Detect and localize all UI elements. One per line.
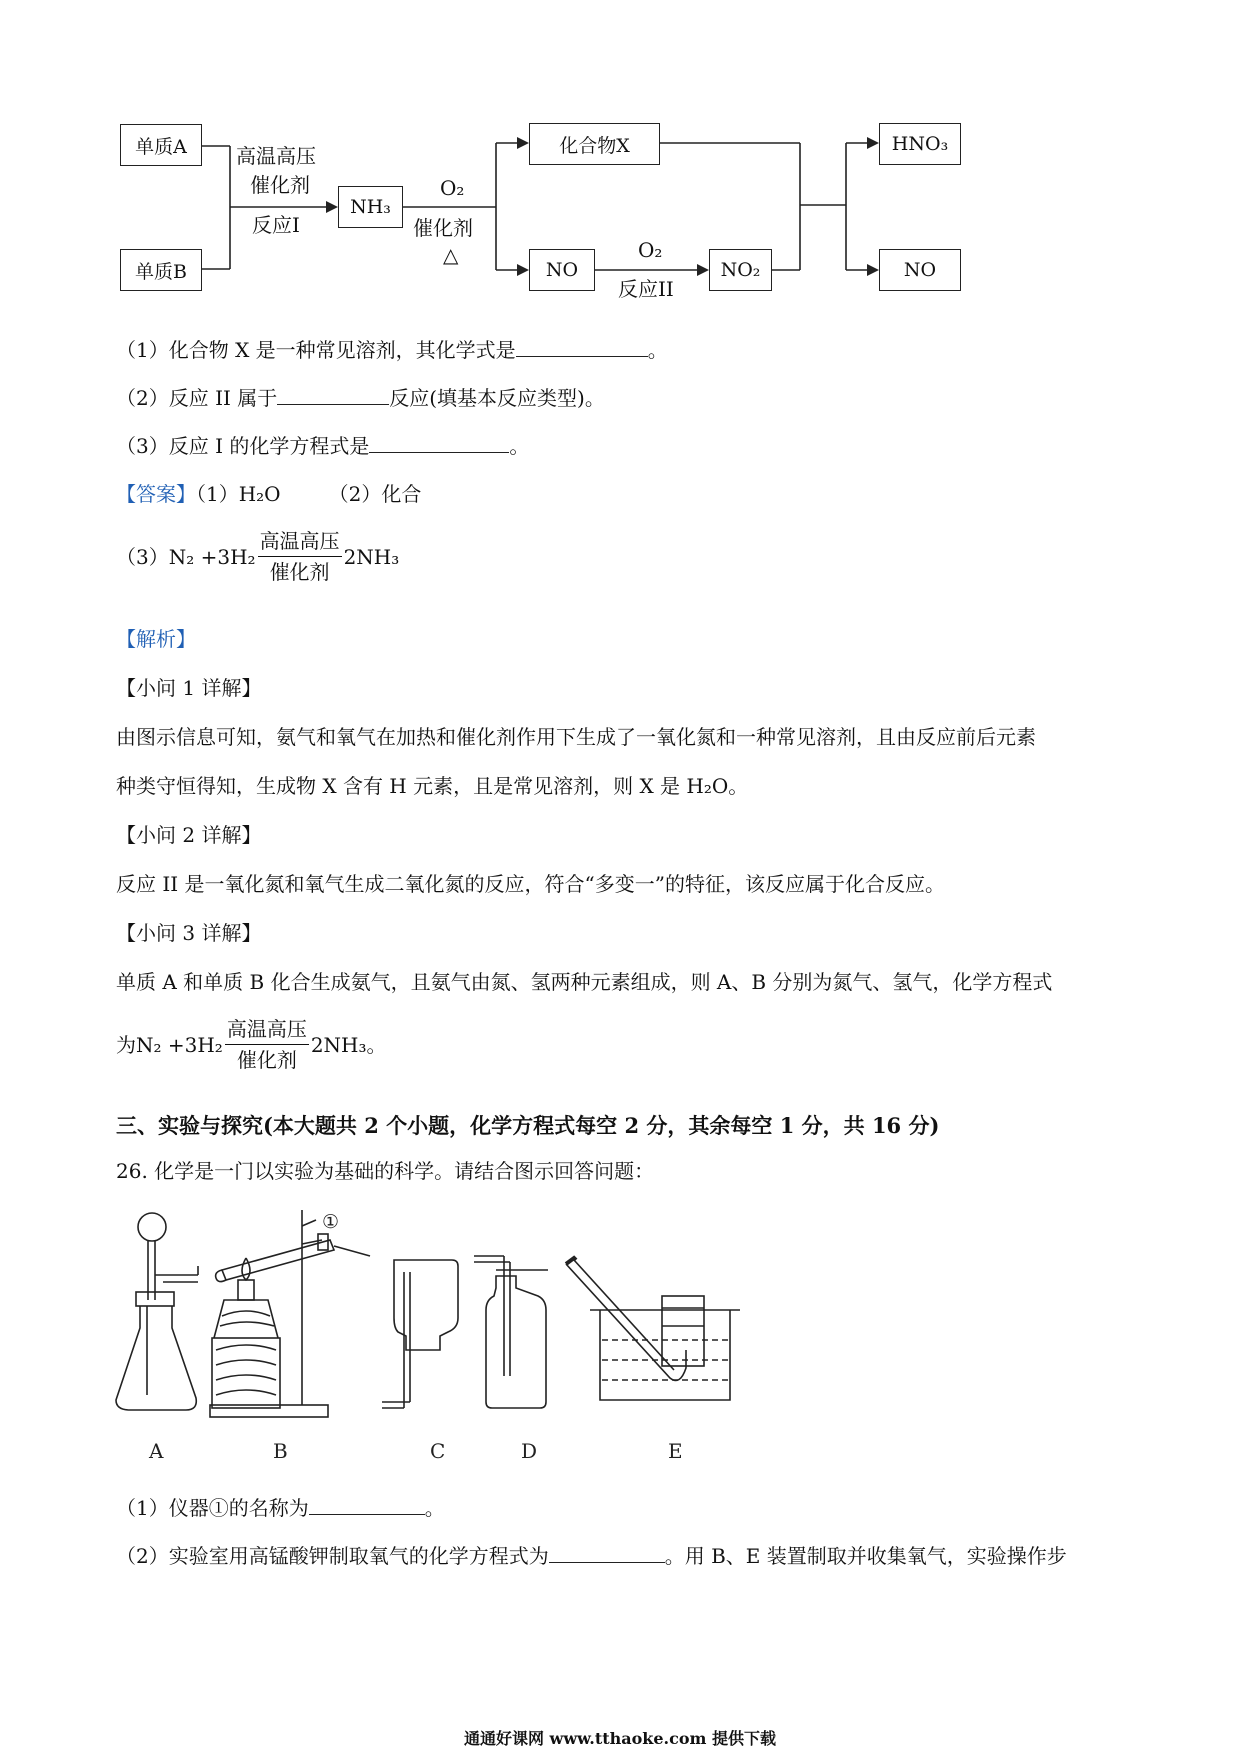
answer-1: （1）H₂O: [196, 482, 281, 506]
lab-apparatus-figure: [0, 1200, 1240, 1500]
reagent-o2-mid: O₂: [638, 238, 663, 262]
apparatus-b-heating-setup-icon: [210, 1210, 370, 1417]
analysis-equation-condition-bottom: 催化剂: [236, 1048, 297, 1072]
box-no-right: [879, 249, 961, 291]
answer-line-1: [116, 481, 421, 507]
question-26-1-end: 。: [424, 1496, 445, 1520]
box-element-a: [120, 124, 202, 166]
answer-blank-26-2: [549, 1544, 665, 1563]
answer-blank-3: [369, 434, 509, 453]
question-2-text: （2）反应 II 属于: [116, 386, 278, 410]
label-d: D: [521, 1439, 538, 1463]
equation-condition-bottom: 催化剂: [269, 560, 330, 584]
analysis-equation-product: 2NH₃: [310, 1032, 367, 1057]
equation-condition-top: 高温高压: [258, 528, 342, 557]
box-hno3: [879, 123, 961, 165]
analysis-3-prefix: 为: [116, 1032, 136, 1057]
answer-blank-2: [277, 386, 389, 405]
reaction-i-label: 反应I: [252, 213, 300, 237]
question-1-text: （1）化合物 X 是一种常见溶剂，其化学式是: [116, 338, 516, 362]
question-2: [116, 385, 605, 411]
equation-product: 2NH₃: [343, 544, 400, 569]
analysis-equation-condition-top: 高温高压: [225, 1016, 309, 1045]
analysis-equation-reactants: N₂ +3H₂: [136, 1032, 223, 1057]
box-element-a-label: 单质A: [135, 135, 187, 158]
heat-symbol: △: [443, 243, 459, 267]
answer-3-prefix: （3）: [116, 544, 169, 569]
label-e: E: [668, 1439, 683, 1463]
question-26-2-text: （2）实验室用高锰酸钾制取氧气的化学方程式为: [116, 1544, 549, 1568]
label-b: B: [273, 1439, 288, 1463]
question-2-end: 反应(填基本反应类型)。: [389, 386, 605, 410]
label-c: C: [430, 1439, 446, 1463]
subquestion-1-heading: 【小问 1 详解】: [116, 676, 262, 700]
condition-catalyst-2: 催化剂: [413, 216, 473, 240]
analysis-2: 反应 II 是一氧化氮和氧气生成二氧化氮的反应，符合“多变一”的特征，该反应属于化合反应。: [116, 872, 945, 896]
analysis-3-line-1: 单质 A 和单质 B 化合生成氨气，且氨气由氮、氢两种元素组成，则 A、B 分别为氮气、氢气，化学方程式: [116, 970, 1053, 994]
question-3-text: （3）反应 I 的化学方程式是: [116, 434, 370, 458]
box-nh3: [338, 186, 403, 228]
reaction-ii-label: 反应II: [618, 277, 674, 301]
equation-conditions: [258, 528, 342, 585]
box-no2: [709, 249, 772, 291]
box-nh3-label: NH₃: [350, 196, 391, 218]
box-no-label: NO: [545, 259, 579, 281]
box-element-b-label: 单质B: [135, 260, 187, 283]
equation-reactants: N₂ +3H₂: [168, 544, 256, 569]
box-element-b: [120, 249, 202, 291]
marker-circled-one: ①: [322, 1211, 340, 1233]
question-3: [116, 433, 529, 459]
box-no-right-label: NO: [903, 259, 937, 281]
condition-high-temp-pressure: 高温高压: [236, 144, 316, 168]
section-3-title: 三、实验与探究(本大题共 2 个小题，化学方程式每空 2 分，其余每空 1 分，共 16 分): [116, 1113, 940, 1138]
box-no: [529, 249, 595, 291]
page-footer: 通通好课网 www.tthaoke.com 提供下载: [463, 1729, 777, 1748]
apparatus-c-collection-bottle-icon: [382, 1260, 458, 1408]
analysis-tag: 【解析】: [116, 627, 196, 651]
apparatus-e-water-trough-icon: [566, 1258, 740, 1400]
question-26-1: [116, 1495, 445, 1521]
analysis-1-line-2: 种类守恒得知，生成物 X 含有 H 元素，且是常见溶剂，则 X 是 H₂O。: [116, 774, 749, 798]
apparatus-a-flask-icon: [116, 1213, 198, 1410]
question-26-1-text: （1）仪器①的名称为: [116, 1496, 309, 1520]
question-26: 26. 化学是一门以实验为基础的科学。请结合图示回答问题：: [116, 1159, 655, 1183]
reagent-o2-top: O₂: [440, 176, 465, 200]
box-no2-label: NO₂: [720, 259, 761, 281]
answer-tag: 【答案】: [116, 482, 196, 506]
condition-catalyst-1: 催化剂: [250, 173, 310, 197]
analysis-equation-conditions: [225, 1016, 309, 1073]
question-1-end: 。: [647, 338, 668, 362]
subquestion-3-heading: 【小问 3 详解】: [116, 921, 262, 945]
question-1: [116, 337, 668, 363]
answer-equation-line: [116, 528, 399, 585]
subquestion-2-heading: 【小问 2 详解】: [116, 823, 262, 847]
label-a: A: [149, 1439, 164, 1463]
answer-blank-1: [516, 338, 648, 357]
apparatus-d-gas-bottle-icon: [474, 1256, 548, 1408]
analysis-3-equation-line: [116, 1016, 387, 1073]
question-26-2: [116, 1543, 1067, 1569]
question-3-end: 。: [509, 434, 530, 458]
answer-blank-26-1: [309, 1496, 425, 1515]
question-26-2-end: 。用 B、E 装置制取并收集氧气，实验操作步: [664, 1544, 1067, 1568]
analysis-3-suffix: 。: [366, 1032, 387, 1057]
box-hno3-label: HNO₃: [891, 133, 949, 155]
answer-2: （2）化合: [328, 482, 422, 506]
analysis-1-line-1: 由图示信息可知，氨气和氧气在加热和催化剂作用下生成了一氧化氮和一种常见溶剂，且由反应前后元素: [116, 725, 1036, 749]
box-compound-x: [529, 123, 660, 165]
box-compound-x-label: 化合物X: [559, 134, 630, 157]
